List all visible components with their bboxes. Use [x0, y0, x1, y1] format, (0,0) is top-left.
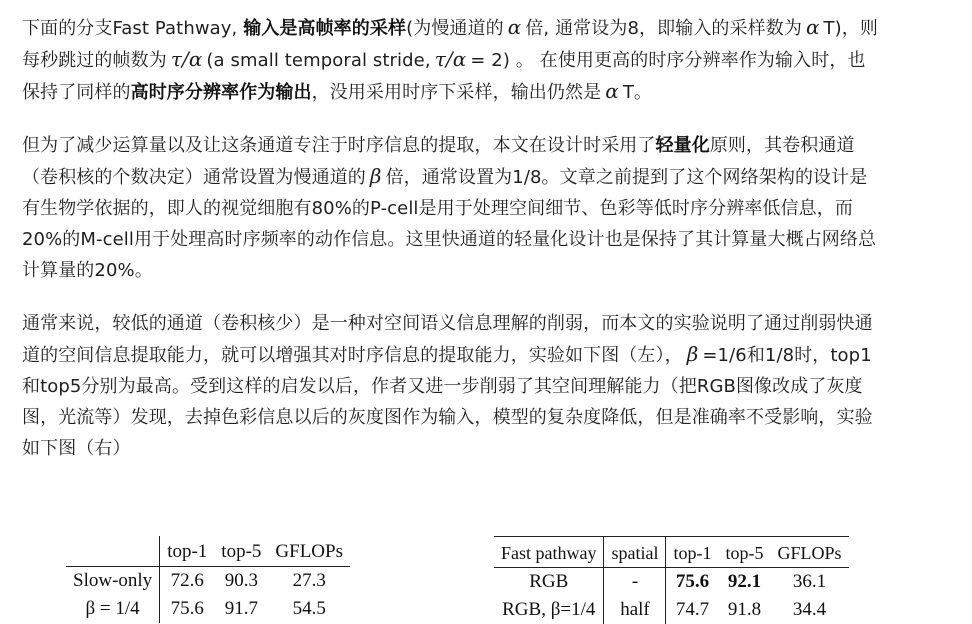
- math-beta: β: [686, 342, 699, 366]
- table-cell: 36.1: [792, 571, 827, 592]
- table-row-label: β = 1/4: [66, 595, 160, 623]
- math-tau-over-alpha: τ/α: [434, 47, 467, 71]
- table-cell: 90.3: [224, 570, 258, 591]
- text-segment: 通常来说，较低的通道（卷积核少）是一种对空间语义信息理解的削弱，而本文的实验说明了通过削弱快通道的空间信息提取能力，就可以增强其对时序信息的提取能力，实验如下图（左），: [22, 313, 873, 366]
- text-segment: T)，则每秒跳过的帧数为: [22, 18, 878, 71]
- table-cell: 91.8: [727, 599, 762, 620]
- text-segment: 倍，通常设置为1/8。文章之前提到了这个网络架构的设计是有生物学依据的，即人的视觉细胞有80%的P-cell是用于处理空间细节、色彩等低时序分辨率低信息，而20%的M-cell用于处理高时序频率的动作信息。这里快通道的轻量化设计也是保持了其计算量大概占网络总计算量的20%。: [22, 167, 877, 281]
- table-header-row: [494, 537, 849, 568]
- table-row: [66, 567, 350, 596]
- table-header-cell: [66, 536, 160, 567]
- table-header-cell: top-5: [214, 536, 268, 567]
- table-header-cell: GFLOPs: [268, 536, 350, 567]
- table-header-cell: top-5: [718, 537, 770, 568]
- table-row: [494, 568, 849, 597]
- table-header-cell: top-1: [160, 536, 215, 567]
- table-cell: 75.6: [675, 571, 710, 592]
- bold-text-lightweight: 轻量化: [655, 135, 710, 156]
- text-segment: 原则，其卷积通道（卷积核的个数决定）通常设置为慢通道的: [22, 135, 855, 188]
- text-segment: (为慢通道的: [406, 18, 504, 39]
- table-row-label: Slow-only: [66, 567, 160, 596]
- table-cell: 54.5: [292, 598, 326, 619]
- table-fast-pathway-input: [494, 536, 849, 624]
- text-segment: = 2) 。 在使用更高的时序分辨率作为输入时，也保持了同样的: [22, 50, 866, 103]
- bold-text-high-temporal-output: 高时序分辨率作为输出: [130, 82, 312, 103]
- paragraph-lightweight: [22, 130, 882, 286]
- table-row-label: RGB: [494, 568, 604, 597]
- table-row-label: RGB, β=1/4: [494, 596, 604, 624]
- table-cell: 92.1: [727, 571, 762, 592]
- math-alpha: α: [507, 15, 522, 39]
- table-channel-ratio: [66, 536, 350, 623]
- math-tau-over-alpha: τ/α: [170, 47, 203, 71]
- table-cell: 75.6: [170, 598, 204, 619]
- table-cell: 72.6: [170, 570, 204, 591]
- text-segment: T。: [622, 82, 653, 103]
- table-cell: 27.3: [292, 570, 326, 591]
- table-header-cell: spatial: [604, 537, 666, 568]
- math-alpha: α: [605, 79, 619, 103]
- text-segment: =1/6和1/8时，top1和top5分别为最高。受到这样的启发以后，作者又进一步削弱了其空间理解能力（把RGB图像改成了灰度图，光流等）发现，去掉色彩信息以后的灰度图作为输入，模型的复杂度降低，但是准确率不受影响，实验如下图（右）: [22, 345, 873, 459]
- table-cell: half: [604, 596, 666, 624]
- text-segment: 但为了减少运算量以及让这条通道专注于时序信息的提取，本文在设计时采用了: [22, 135, 656, 156]
- bold-text-input-sampling: 输入是高帧率的采样: [243, 18, 407, 39]
- text-segment: ，没用采用时序下采样，输出仍然是: [311, 82, 602, 103]
- text-segment: (a small temporal stride,: [206, 50, 431, 71]
- math-beta: β: [369, 164, 382, 188]
- math-alpha: α: [805, 15, 820, 39]
- text-segment: 倍, 通常设为8，即输入的采样数为: [525, 18, 802, 39]
- results-tables: [0, 536, 972, 620]
- paragraph-spatial-weakening: [22, 308, 882, 464]
- table-row: [494, 596, 849, 624]
- text-segment: 下面的分支Fast Pathway,: [22, 18, 244, 39]
- table-cell: -: [604, 568, 666, 597]
- table-header-cell: top-1: [666, 537, 719, 568]
- table-cell: 74.7: [675, 599, 710, 620]
- table-cell: 91.7: [224, 598, 258, 619]
- paragraph-fast-pathway: [22, 12, 882, 108]
- table-header-cell: GFLOPs: [770, 537, 848, 568]
- table-header-cell: Fast pathway: [494, 537, 604, 568]
- table-header-row: [66, 536, 350, 567]
- table-cell: 34.4: [792, 599, 827, 620]
- article-body: [22, 12, 882, 486]
- table-row: [66, 595, 350, 623]
